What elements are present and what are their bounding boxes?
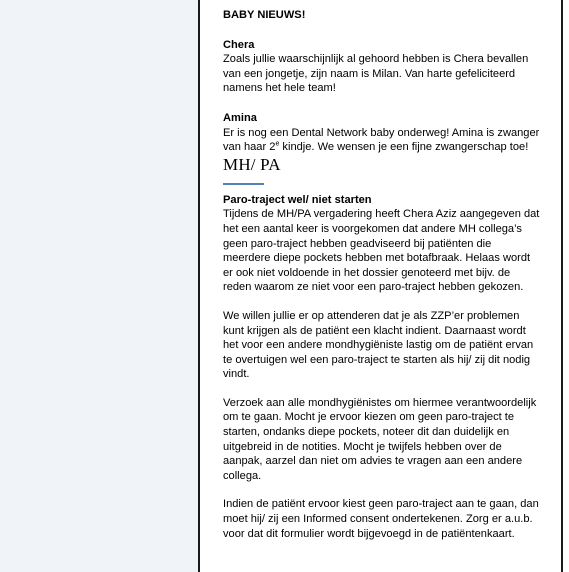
paragraph-3-line: collega.	[223, 469, 262, 482]
paragraph-3-line: aanpak, aarzel dan niet om advies te vragen aan een andere	[223, 455, 523, 468]
paragraph-4-line: Indien de patiënt ervoor kiest geen paro-traject aan te gaan, dan	[223, 498, 539, 511]
right-border-line	[561, 0, 563, 572]
paragraph-1-line: Tijdens de MH/PA vergadering heeft Chera Aziz aangegeven dat	[223, 208, 540, 221]
paro-subheading: Paro-traject wel/ niet starten	[223, 193, 372, 206]
paragraph-1	[223, 207, 553, 295]
left-sidebar-panel	[0, 0, 198, 572]
paragraph-3-line: Verzoek aan alle mondhygiënistes om hiermee verantwoordelijk	[223, 396, 537, 409]
left-border-line	[198, 0, 200, 572]
paragraph-2-line: kunt krijgen als de patiënt een klacht indient. Daarnaast wordt	[223, 324, 526, 337]
paragraph-3	[223, 396, 553, 484]
paragraph-2-line: het voor een andere mondhygiëniste lastig om de patiënt ervan	[223, 339, 534, 352]
chera-line-2: van een jongetje, zijn naam is Milan. Van harte gefeliciteerd	[223, 67, 516, 80]
paragraph-4-line: moet hij/ zij een Informed consent ondertekenen. Zorg er a.u.b.	[223, 513, 533, 526]
paragraph-2-line: We willen jullie er op attenderen dat je als ZZP’er problemen	[223, 309, 520, 322]
amina-line-2	[223, 140, 553, 155]
paragraph-1-line: het een aantal keer is voorgekomen dat andere MH collega’s	[223, 222, 522, 235]
paragraph-1-line: er ook niet voldoende in het dossier genoteerd met bijv. de	[223, 266, 511, 279]
amina-title: Amina	[223, 111, 257, 124]
paragraph-4-line: voor dat dit formulier wordt bijgevoegd in de patiëntenkaart.	[223, 527, 515, 540]
amina-line-2-pre: van haar 2	[223, 141, 276, 154]
paragraph-2-line: te overtuigen wel een paro-traject te starten als hij/ zij dit nodig	[223, 353, 531, 366]
baby-news-heading: BABY NIEUWS!	[223, 9, 306, 21]
paragraph-4	[223, 497, 553, 541]
paragraph-2	[223, 309, 553, 382]
chera-line-1: Zoals jullie waarschijnlijk al gehoord hebben is Chera bevallen	[223, 53, 529, 66]
paragraph-3-line: om te gaan. Mocht je ervoor kiezen om geen paro-traject te	[223, 411, 515, 424]
paragraph-3-line: uitgebreid in de notities. Mocht je twijfels hebben over de	[223, 440, 502, 453]
paragraph-1-line: reden waarom ze niet voor een paro-traject hebben gekozen.	[223, 281, 524, 294]
chera-title: Chera	[223, 38, 255, 51]
amina-line-1: Er is nog een Dental Network baby onderweg! Amina is zwanger	[223, 126, 540, 139]
paragraph-3-line: starten, ondanks diepe pockets, noteer dit dan duidelijk en	[223, 426, 510, 439]
section-heading-mh-pa: MH/ PA	[223, 154, 281, 174]
paragraph-2-line: vindt.	[223, 368, 250, 381]
chera-line-3: namens het hele team!	[223, 82, 336, 95]
paragraph-1-line: geen paro-traject hebben geadviseerd bij patiënten die	[223, 237, 492, 250]
amina-line-2-sup: e	[275, 140, 280, 148]
paragraph-1-line: meerdere diepe pockets hebben met botafbraak. Helaas wordt	[223, 252, 531, 265]
newsletter-content	[223, 8, 553, 541]
heading-accent-rule	[223, 183, 264, 185]
amina-line-2-post: kindje. We wensen je een fijne zwangerschap toe!	[279, 141, 529, 154]
